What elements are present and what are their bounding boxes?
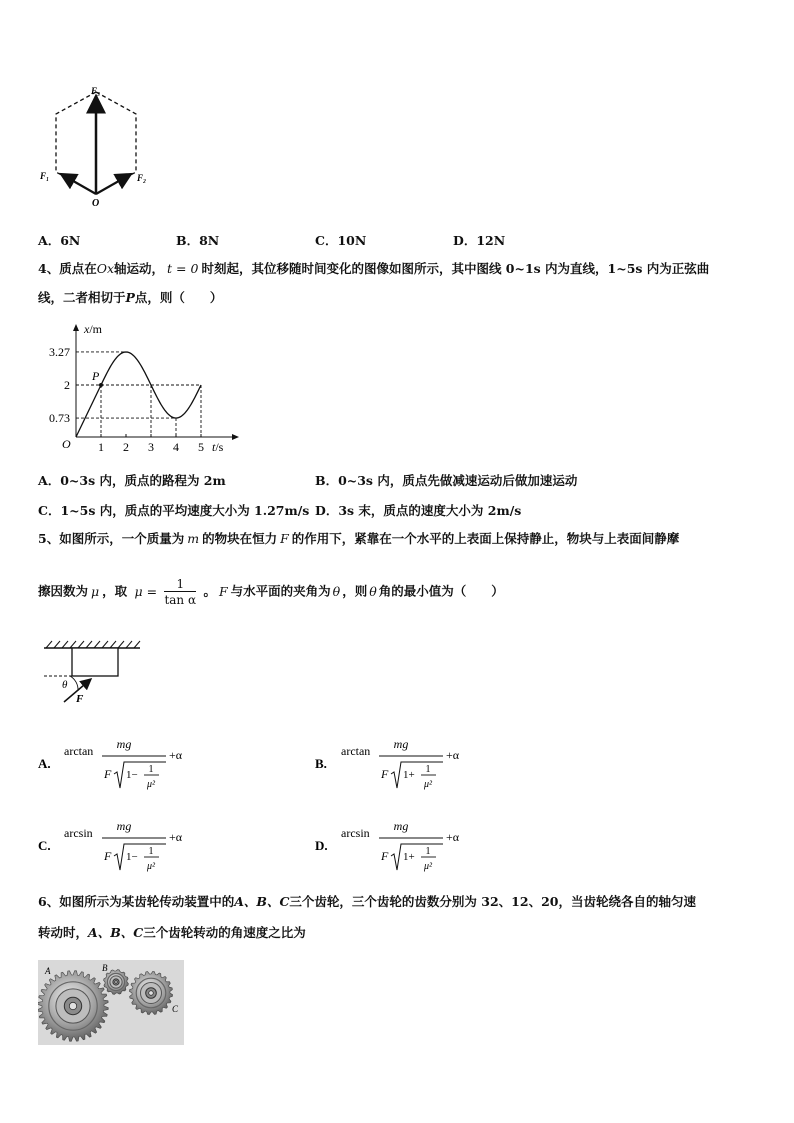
dashed-guides <box>76 352 201 437</box>
inner-denominator: μ² <box>146 861 156 872</box>
label-f1: F₁ <box>40 171 50 181</box>
ceiling-hatching <box>46 641 140 648</box>
inner-denominator: μ² <box>146 779 156 790</box>
point-p-label: P <box>92 369 100 383</box>
inner-denominator: μ² <box>423 779 433 790</box>
inner-numerator: 1 <box>425 846 431 857</box>
q6-stem-line1: 6、如图所示为某齿轮传动装置中的A、B、C三个齿轮，三个齿轮的齿数分别为 32、12、20，当齿轮绕各自的轴匀速 <box>38 894 696 909</box>
gear-b-label: B <box>102 963 108 973</box>
force-diagram <box>36 84 156 210</box>
point-p <box>99 383 103 387</box>
force-f2-arrow <box>96 174 131 194</box>
numerator: mg <box>393 822 409 833</box>
denominator-coefficient: F <box>104 849 112 863</box>
numerator: mg <box>116 740 132 751</box>
plus-alpha: +α <box>446 830 460 844</box>
q5-stem-line2: 擦因数为 μ ，取 μ = $\frac{1}{\text{tan α}}$ 。 F 与水平面的夹角为 θ ，则 θ 角的最小值为（ ） <box>38 577 504 607</box>
q5-option-b[interactable] <box>315 740 485 806</box>
y-axis-label: x/m <box>84 322 102 336</box>
x-tick-label: 5 <box>198 440 204 454</box>
q3-option-c[interactable]: C．10N <box>315 233 367 248</box>
x-tick-label: 4 <box>173 440 179 454</box>
displacement-time-graph <box>40 320 250 455</box>
angle-arc <box>70 676 78 691</box>
inner-numerator: 1 <box>425 764 431 775</box>
q5-stem-line1: 5、如图所示，一个质量为 m 的物块在恒力 F 的作用下，紧靠在一个水平的上表面上保持静止，物块与上表面间静摩 <box>38 531 680 546</box>
origin-label: O <box>62 437 71 451</box>
gear-b <box>104 970 129 995</box>
sqrt-term: 1− <box>126 851 138 863</box>
x-tick-label: 2 <box>123 440 129 454</box>
label-f2: F₂ <box>137 173 147 183</box>
inner-numerator: 1 <box>148 764 154 775</box>
q5-fraction: $\frac{1}{\text{tan α}}$ <box>164 577 197 607</box>
gear-c-label: C <box>172 1004 179 1014</box>
plus-alpha: +α <box>169 748 183 762</box>
label-f3: F₃ <box>91 86 101 96</box>
hexagon-right-edge <box>96 92 136 194</box>
theta-label: θ <box>62 679 68 691</box>
inner-numerator: 1 <box>148 846 154 857</box>
plus-alpha: +α <box>446 748 460 762</box>
force-f1-arrow <box>61 174 96 194</box>
numerator: mg <box>116 822 132 833</box>
q5-option-d[interactable] <box>315 822 485 888</box>
denominator-coefficient: F <box>381 849 389 863</box>
q4-option-b[interactable]: B．0~3s 内，质点先做减速运动后做加速运动 <box>315 473 578 488</box>
q4-stem-line1: 4、质点在Ox轴运动， t = 0 时刻起，其位移随时间变化的图像如图所示，其中图线 0~1s 内为直线，1~5s 内为正弦曲 <box>38 261 710 276</box>
numerator: mg <box>393 740 409 751</box>
q4-option-a[interactable]: A．0~3s 内，质点的路程为 2m <box>38 473 226 488</box>
y-tick-label: 2 <box>64 378 70 392</box>
q3-option-b[interactable]: B．8N <box>176 233 220 248</box>
q4-stem-line2: 线，二者相切于P点，则（ ） <box>38 290 223 305</box>
x-tick-label: 1 <box>98 440 104 454</box>
q5-option-c[interactable] <box>38 822 208 888</box>
force-label: F <box>76 693 84 705</box>
label-origin: O <box>92 198 100 209</box>
gear-diagram <box>38 960 184 1045</box>
y-tick-label: 0.73 <box>49 411 70 426</box>
q4-option-c[interactable]: C．1~5s 内，质点的平均速度大小为 1.27m/s <box>38 503 310 518</box>
gear-ring <box>115 981 118 984</box>
x-axis-label: t/s <box>212 440 224 454</box>
function-name: arcsin <box>341 826 370 840</box>
q3-option-a[interactable]: A．6N <box>38 233 81 248</box>
plus-alpha: +α <box>169 830 183 844</box>
option-letter: C. <box>38 838 51 853</box>
option-letter: B. <box>315 756 327 771</box>
q4-option-d[interactable]: D．3s 末，质点的速度大小为 2m/s <box>315 503 522 518</box>
option-letter: A. <box>38 756 51 771</box>
hexagon-left-edge <box>56 92 96 194</box>
gear-ring <box>69 1002 76 1009</box>
block-ceiling-diagram <box>40 640 150 706</box>
gear-ring <box>149 991 154 996</box>
denominator-coefficient: F <box>381 767 389 781</box>
function-name: arcsin <box>64 826 93 840</box>
sqrt-term: 1− <box>126 769 138 781</box>
function-name: arctan <box>64 744 94 758</box>
q6-stem-line2: 转动时，A、B、C三个齿轮转动的角速度之比为 <box>38 925 306 940</box>
option-letter: D. <box>315 838 328 853</box>
series-line-0-1s <box>76 385 101 437</box>
gear-c <box>129 971 172 1014</box>
x-tick-label: 3 <box>148 440 154 454</box>
denominator-coefficient: F <box>104 767 112 781</box>
inner-denominator: μ² <box>423 861 433 872</box>
sqrt-term: 1+ <box>403 851 415 863</box>
y-tick-label: 3.27 <box>49 344 70 359</box>
q5-option-a[interactable] <box>38 740 208 806</box>
sqrt-term: 1+ <box>403 769 415 781</box>
q3-option-d[interactable]: D．12N <box>453 233 506 248</box>
block <box>72 648 118 676</box>
function-name: arctan <box>341 744 371 758</box>
gear-a-label: A <box>45 966 51 976</box>
